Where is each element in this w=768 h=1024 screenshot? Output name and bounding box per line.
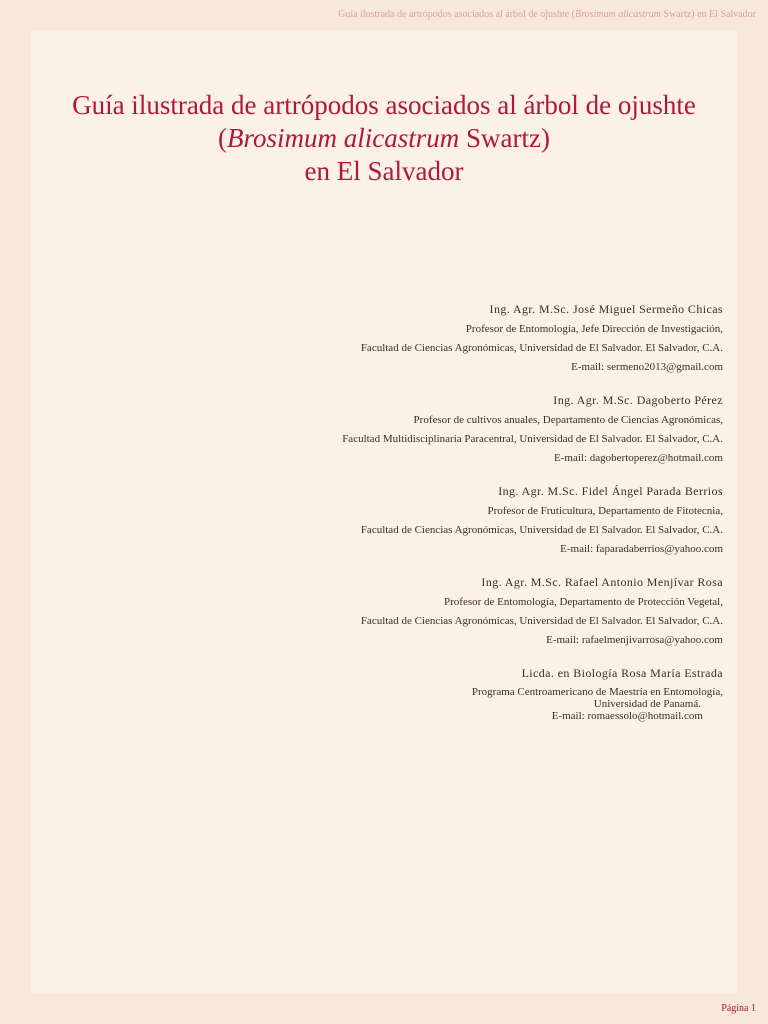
author-affiliation: Facultad de Ciencias Agronómicas, Universidad de El Salvador. El Salvador, C.A. (360, 524, 723, 536)
author-name: Ing. Agr. M.Sc. Rafael Antonio Menjívar Rosa (481, 575, 723, 589)
author-name: Ing. Agr. M.Sc. Fidel Ángel Parada Berrios (498, 484, 723, 498)
author-block (163, 298, 723, 377)
author-affiliation: Facultad de Ciencias Agronómicas, Universidad de El Salvador. El Salvador, C.A. (360, 342, 723, 354)
title-species-name: Brosimum alicastrum (227, 123, 460, 153)
author-email: E-mail: faparadaberrios@yahoo.com (560, 543, 723, 555)
author-email: E-mail: sermeno2013@gmail.com (571, 361, 723, 373)
author-block (163, 389, 723, 468)
author-name: Licda. en Biología Rosa María Estrada (521, 666, 723, 680)
author-block (163, 571, 723, 650)
author-block (163, 662, 723, 722)
author-name: Ing. Agr. M.Sc. José Miguel Sermeño Chicas (489, 302, 723, 316)
author-affiliation: Facultad de Ciencias Agronómicas, Universidad de El Salvador. El Salvador, C.A. (360, 615, 723, 627)
author-position: Programa Centroamericano de Maestría en Entomología, (471, 686, 723, 698)
author-email: E-mail: dagobertoperez@hotmail.com (554, 452, 723, 464)
title-paren-open: ( (218, 123, 227, 153)
page-number: Página 1 (721, 1003, 756, 1014)
author-affiliation: Facultad Multidisciplinaria Paracentral, Universidad de El Salvador. El Salvador, C.A. (342, 433, 723, 445)
title-line-1: Guía ilustrada de artrópodos asociados al árbol de ojushte (72, 90, 696, 120)
author-position: Profesor de Fruticultura, Departamento de Fitotecnia, (487, 505, 723, 517)
author-block (163, 480, 723, 559)
author-email: E-mail: rafaelmenjivarrosa@yahoo.com (546, 634, 723, 646)
author-name: Ing. Agr. M.Sc. Dagoberto Pérez (553, 393, 723, 407)
title-line-3: en El Salvador (304, 156, 464, 186)
title-line-2 (31, 122, 737, 155)
title-author-citation: Swartz) (459, 123, 550, 153)
author-email: E-mail: romaessolo@hotmail.com (551, 710, 703, 722)
author-affiliation: Universidad de Panamá. (593, 698, 701, 710)
document-title (31, 89, 737, 188)
running-header-text-end: Swartz) en El Salvador (661, 9, 756, 20)
author-position: Profesor de cultivos anuales, Departamento de Ciencias Agronómicas, (413, 414, 723, 426)
author-list (163, 298, 723, 734)
running-header (338, 9, 756, 20)
author-position: Profesor de Entomología, Departamento de Protección Vegetal, (444, 596, 723, 608)
running-header-species: Brosimum alicastrum (574, 9, 662, 20)
running-header-text: Guía ilustrada de artrópodos asociados al árbol de ojushte ( (338, 9, 575, 20)
author-position: Profesor de Entomología, Jefe Dirección de Investigación, (465, 323, 723, 335)
